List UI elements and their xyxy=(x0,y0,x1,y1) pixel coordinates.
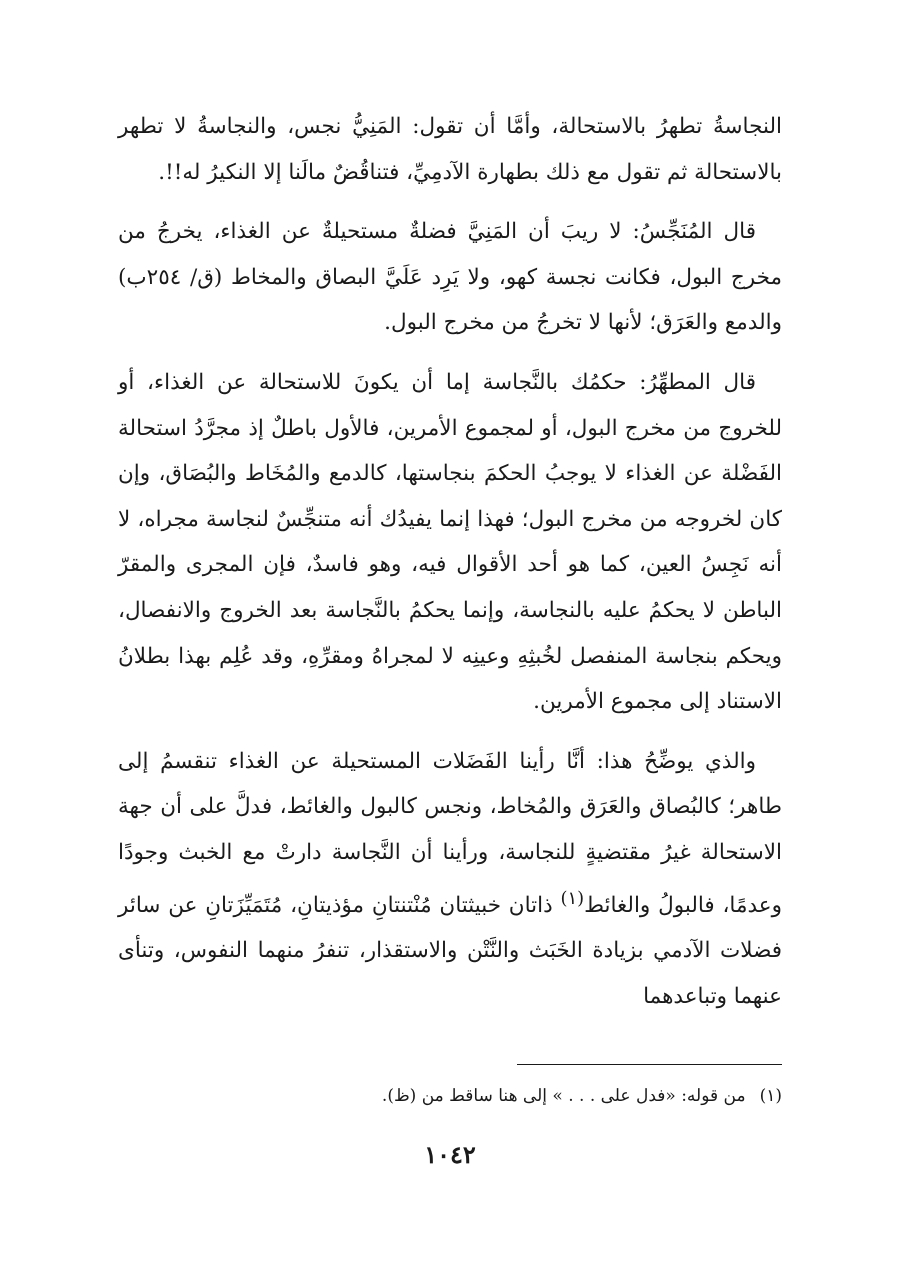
footnote xyxy=(118,1082,782,1110)
main-text xyxy=(118,104,782,1033)
footnote-reference: (١) xyxy=(560,887,585,909)
paragraph-1: النجاسةُ تطهرُ بالاستحالة، وأمَّا أن تقول: المَنِيُّ نجس، والنجاسةُ لا تطهر بالاستحالة ثم تقول مع ذلك بطهارة الآدمِيِّ، فتناقُضٌ مالَنا إلا النكيرُ له!!. xyxy=(118,114,782,185)
footnote-text: من قوله: «فدل على . . . » إلى هنا ساقط من (ظ). xyxy=(381,1086,746,1106)
paragraph-4 xyxy=(118,739,782,1020)
paragraph-3: قال المطهِّرُ: حكمُك بالنَّجاسة إما أن يكونَ للاستحالة عن الغذاء، أو للخروج من مخرج البول، أو لمجموع الأمرين، فالأول باطلٌ إذ مجرَّدُ استحالة الفَضْلة عن الغذاء لا يوجبُ الحكمَ بنجاستها، كالدمع والمُخَاط والبُصَاق، وإن كان لخروجه من مخرج البول؛ فهذا إنما يفيدُك أنه متنجِّسٌ لنجاسة مجراه، لا أنه نَجِسُ العين، كما هو أحد الأقوال فيه، وهو فاسدٌ، فإن المجرى والمقرّ الباطن لا يحكمُ عليه بالنجاسة، وإنما يحكمُ بالنَّجاسة بعد الخروج والانفصال، ويحكم بنجاسة المنفصل لخُبثِهِ وعينِه لا لمجراهُ ومقرِّهِ، وقد عُلِم بهذا بطلانُ الاستناد إلى مجموع الأمرين. xyxy=(118,369,782,715)
paragraph-2: قال المُنَجِّسُ: لا ريبَ أن المَنِيَّ فضلةٌ مستحيلةٌ عن الغذاء، يخرجُ من مخرج البول، فكانت نجسة كهو، ولا يَرِد عَلَيَّ البصاق والمخاط (ق/ ٢٥٤ب) والدمع والعَرَق؛ لأنها لا تخرجُ من مخرج البول. xyxy=(118,219,782,336)
footnote-divider xyxy=(517,1064,782,1065)
paragraph-4-end: ذاتان خبيثتان مُنْتنتانِ مؤذيتانِ، مُتَمَيِّزَتانِ عن سائر فضلات الآدمي بزيادة الخَبَث والنَّتْن والاستقذار، تنفرُ منهما النفوس، وتنأى عنهما وتباعدهما xyxy=(118,892,782,1009)
footnote-number: (١) xyxy=(759,1086,782,1106)
page-number: ١٠٤٢ xyxy=(424,1140,476,1169)
paragraph-4-start: والذي يوضِّحُ هذا: أنَّا رأينا الفَضَلات المستحيلة عن الغذاء تنقسمُ إلى طاهر؛ كالبُصاق والعَرَق والمُخاط، ونجس كالبول والغائط، فدلَّ على أن جهة الاستحالة غيرُ مقتضيةٍ للنجاسة، ورأينا أن النَّجاسة دارتْ مع الخبث وجودًا وعدمًا، فالبولُ والغائط xyxy=(118,748,782,918)
